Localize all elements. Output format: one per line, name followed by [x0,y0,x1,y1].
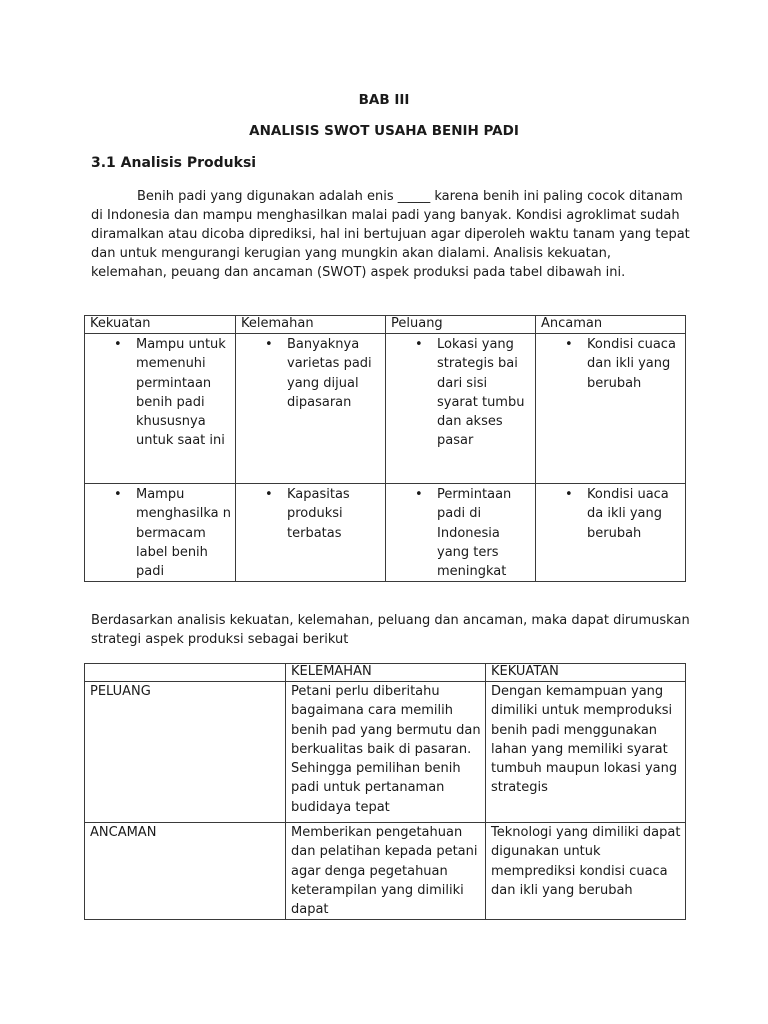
section-heading: 3.1 Analisis Produksi [91,155,257,171]
header-cell-kekuatan: KEKUATAN [486,664,686,682]
document-title: ANALISIS SWOT USAHA BENIH PADI [249,123,519,139]
table-cell [386,484,536,582]
swot-table [84,315,686,582]
bullet-item: • Mampu menghasilka n bermacam label benih padi [85,485,231,581]
table-cell [85,484,236,582]
table-cell [236,334,386,484]
chapter-label: BAB III [358,92,410,108]
header-cell-kekuatan: Kekuatan [85,316,236,334]
swot-table-header [85,316,686,334]
strategy-paragraph: Berdasarkan analisis kekuatan, kelemahan, peluang dan ancaman, maka dapat dirumuskan strategi aspek produksi sebagai berikut [91,613,690,647]
bullet-item: • Kapasitas produksi terbatas [236,485,381,543]
intro-paragraph [91,187,691,282]
table-row [85,484,686,582]
table-cell [236,484,386,582]
strategy-table [84,663,686,920]
table-cell: Memberikan pengetahuan dan pelatihan kepada petani agar denga pegetahuan keterampilan yang dimiliki dapat [286,823,486,920]
table-cell [536,334,686,484]
bullet-item: • Permintaan padi di Indonesia yang ters meningkat [386,485,531,581]
header-cell-peluang: Peluang [386,316,536,334]
table-row [85,823,686,920]
table-row [85,334,686,484]
bullet-item: • Kondisi cuaca dan ikli yang berubah [536,335,681,393]
table-cell: Dengan kemampuan yang dimiliki untuk memproduksi benih padi menggunakan lahan yang memiliki syarat tumbuh maupun lokasi yang strategis [486,682,686,823]
table-cell: Petani perlu diberitahu bagaimana cara memilih benih pad yang bermutu dan berkualitas baik di pasaran. Sehingga pemilihan benih padi untuk pertanaman budidaya tepat [286,682,486,823]
table-cell [85,334,236,484]
bullet-item: • Kondisi uaca da ikli yang berubah [536,485,681,543]
bullet-item: • Banyaknya varietas padi yang dijual dipasaran [236,335,381,412]
header-cell-kelemahan: Kelemahan [236,316,386,334]
table-row [85,682,686,823]
table-cell [536,484,686,582]
row-label-peluang: PELUANG [85,682,286,823]
header-cell-ancaman: Ancaman [536,316,686,334]
header-cell-empty [85,664,286,682]
header-cell-kelemahan: KELEMAHAN [286,664,486,682]
row-label-ancaman: ANCAMAN [85,823,286,920]
intro-paragraph-text: Benih padi yang digunakan adalah enis _____ karena benih ini paling cocok ditanam di Indonesia dan mampu menghasilkan malai padi yang banyak. Kondisi agroklimat sudah diramalkan atau dicoba diprediksi, hal ini bertujuan agar diperoleh waktu tanam yang tepat dan untuk mengurangi kerugian yang mungkin akan dialami. Analisis kekuatan, kelemahan, peuang dan ancaman (SWOT) aspek produksi pada tabel dibawah ini. [91,189,690,280]
strategy-table-header [85,664,686,682]
bullet-item: • Mampu untuk memenuhi permintaan benih padi khususnya untuk saat ini [85,335,231,451]
bullet-item: • Lokasi yang strategis bai dari sisi syarat tumbu dan akses pasar [386,335,531,451]
table-cell [386,334,536,484]
table-cell: Teknologi yang dimiliki dapat digunakan untuk memprediksi kondisi cuaca dan ikli yang berubah [486,823,686,920]
